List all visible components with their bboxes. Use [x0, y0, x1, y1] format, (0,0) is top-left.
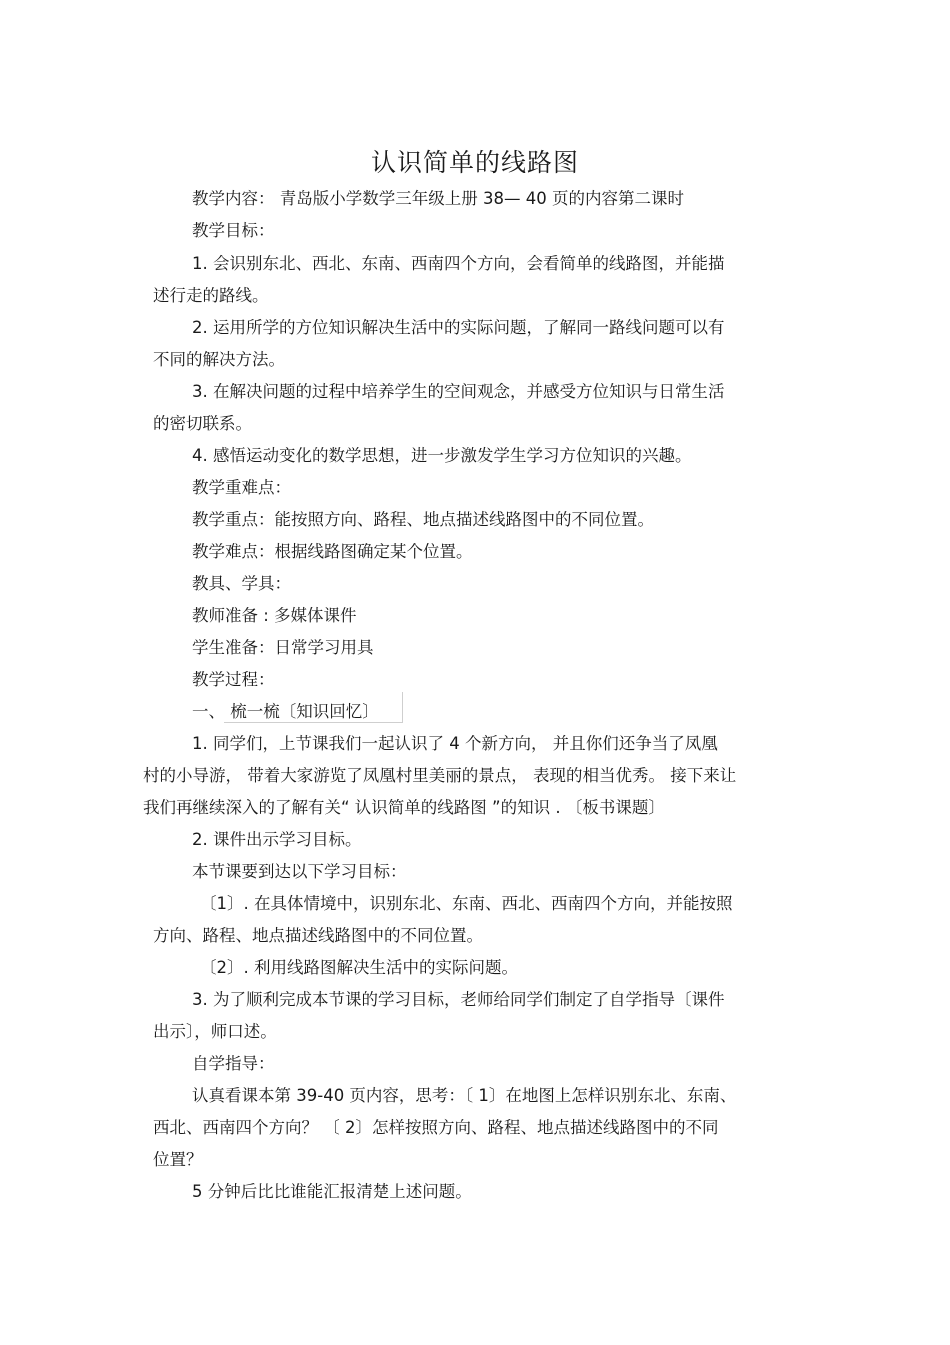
text-line: 〔2〕. 利用线路图解决生活中的实际问题。 [200, 958, 518, 977]
text-line: 2. 课件出示学习目标。 [192, 830, 362, 849]
text-line: 村的小导游， 带着大家游览了凤凰村里美丽的景点， 表现的相当优秀。 接下来让 [143, 766, 737, 785]
text-line: 5 分钟后比比谁能汇报清楚上述问题。 [192, 1182, 472, 1201]
text-line: 西北、西南四个方向？ 〔 2〕怎样按照方向、路程、地点描述线路图中的不同 [153, 1118, 719, 1137]
text-line: 2. 运用所学的方位知识解决生活中的实际问题，了解同一路线问题可以有 [192, 318, 725, 337]
text-line: 教师准备 : 多媒体课件 [192, 606, 357, 625]
text-line: 教学难点：根据线路图确定某个位置。 [192, 542, 473, 561]
text-line: 方向、路程、地点描述线路图中的不同位置。 [153, 926, 483, 945]
text-line: 我们再继续深入的了解有关“ 认识简单的线路图 ”的知识 . 〔板书课题〕 [143, 798, 665, 817]
section-heading: 一、 梳一梳〔知识回忆〕 [192, 702, 379, 721]
text-line: 3. 在解决问题的过程中培养学生的空间观念，并感受方位知识与日常生活 [192, 382, 725, 401]
text-line: 〔1〕. 在具体情境中，识别东北、东南、西北、西南四个方向，并能按照 [200, 894, 733, 913]
text-line: 的密切联系。 [153, 414, 252, 433]
text-line: 不同的解决方法。 [153, 350, 285, 369]
text-line: 教学过程： [192, 670, 275, 689]
text-line: 出示〕，师口述。 [153, 1022, 277, 1041]
text-line: 教学内容： 青岛版小学数学三年级上册 38— 40 页的内容第二课时 [192, 189, 684, 208]
text-line: 教具、学具： [192, 574, 291, 593]
text-line: 3. 为了顺利完成本节课的学习目标，老师给同学们制定了自学指导〔课件 [192, 990, 725, 1009]
text-line: 1. 同学们，上节课我们一起认识了 4 个新方向， 并且你们还争当了凤凰 [192, 734, 718, 753]
text-line: 教学目标： [192, 221, 275, 240]
text-line: 位置？ [153, 1150, 203, 1169]
text-line: 述行走的路线。 [153, 286, 269, 305]
text-line: 教学重难点： [192, 478, 291, 497]
text-line: 认真看课本第 39-40 页内容，思考：〔 1〕在地图上怎样识别东北、东南、 [192, 1086, 737, 1105]
text-line: 教学重点：能按照方向、路程、地点描述线路图中的不同位置。 [192, 510, 654, 529]
text-line: 1. 会识别东北、西北、东南、西南四个方向，会看简单的线路图，并能描 [192, 254, 725, 273]
text-line: 自学指导： [192, 1054, 275, 1073]
document-title: 认识简单的线路图 [370, 148, 579, 177]
text-line: 学生准备：日常学习用具 [192, 638, 374, 657]
text-line: 本节课要到达以下学习目标： [192, 862, 407, 881]
text-line: 4. 感悟运动变化的数学思想，进一步激发学生学习方位知识的兴趣。 [192, 446, 692, 465]
